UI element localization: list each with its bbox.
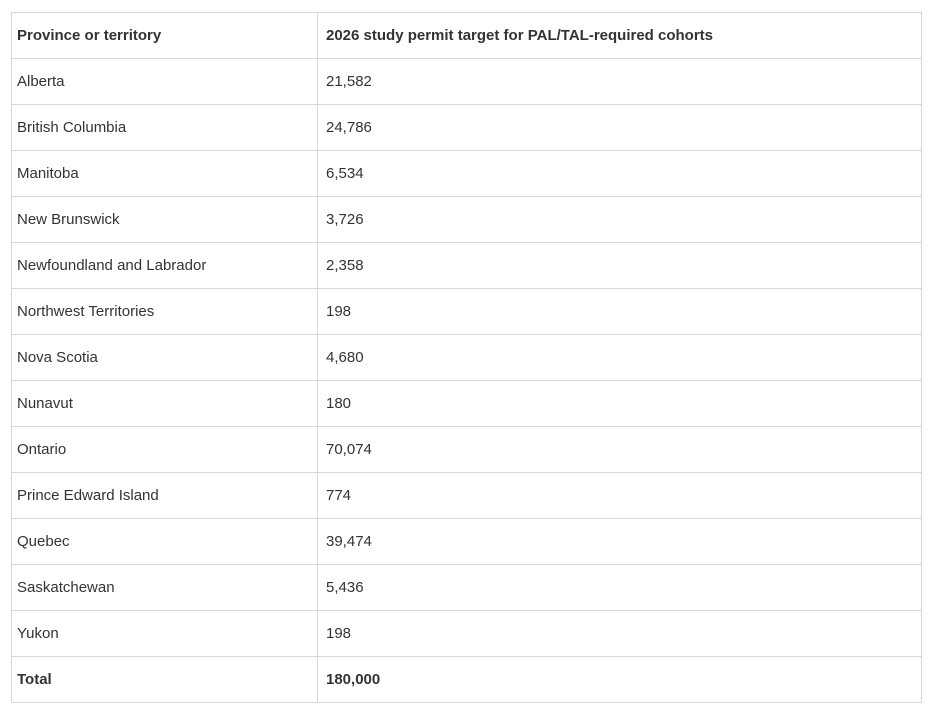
province-cell: Manitoba bbox=[12, 151, 318, 197]
table-row bbox=[12, 59, 922, 105]
table-row bbox=[12, 427, 922, 473]
table-row bbox=[12, 335, 922, 381]
header-2026-target: 2026 study permit target for PAL/TAL-required cohorts bbox=[318, 13, 922, 59]
table-row bbox=[12, 473, 922, 519]
target-cell: 70,074 bbox=[318, 427, 922, 473]
province-cell: Nova Scotia bbox=[12, 335, 318, 381]
table-row bbox=[12, 289, 922, 335]
target-cell: 4,680 bbox=[318, 335, 922, 381]
study-permit-targets-table bbox=[11, 12, 922, 703]
target-cell: 39,474 bbox=[318, 519, 922, 565]
province-cell: Northwest Territories bbox=[12, 289, 318, 335]
total-label-cell: Total bbox=[12, 657, 318, 703]
target-cell: 180 bbox=[318, 381, 922, 427]
province-cell: British Columbia bbox=[12, 105, 318, 151]
table-row bbox=[12, 151, 922, 197]
province-cell: Saskatchewan bbox=[12, 565, 318, 611]
target-cell: 2,358 bbox=[318, 243, 922, 289]
header-row bbox=[12, 13, 922, 59]
table-row bbox=[12, 519, 922, 565]
province-cell: New Brunswick bbox=[12, 197, 318, 243]
total-row bbox=[12, 657, 922, 703]
target-cell: 774 bbox=[318, 473, 922, 519]
target-cell: 198 bbox=[318, 611, 922, 657]
table-row bbox=[12, 381, 922, 427]
table-row bbox=[12, 197, 922, 243]
target-cell: 3,726 bbox=[318, 197, 922, 243]
province-cell: Ontario bbox=[12, 427, 318, 473]
target-cell: 6,534 bbox=[318, 151, 922, 197]
table-row bbox=[12, 611, 922, 657]
table-row bbox=[12, 243, 922, 289]
province-cell: Newfoundland and Labrador bbox=[12, 243, 318, 289]
header-province-or-territory: Province or territory bbox=[12, 13, 318, 59]
table-row bbox=[12, 105, 922, 151]
table-row bbox=[12, 565, 922, 611]
province-cell: Nunavut bbox=[12, 381, 318, 427]
total-value-cell: 180,000 bbox=[318, 657, 922, 703]
target-cell: 24,786 bbox=[318, 105, 922, 151]
province-cell: Alberta bbox=[12, 59, 318, 105]
target-cell: 198 bbox=[318, 289, 922, 335]
province-cell: Yukon bbox=[12, 611, 318, 657]
target-cell: 21,582 bbox=[318, 59, 922, 105]
target-cell: 5,436 bbox=[318, 565, 922, 611]
province-cell: Prince Edward Island bbox=[12, 473, 318, 519]
province-cell: Quebec bbox=[12, 519, 318, 565]
